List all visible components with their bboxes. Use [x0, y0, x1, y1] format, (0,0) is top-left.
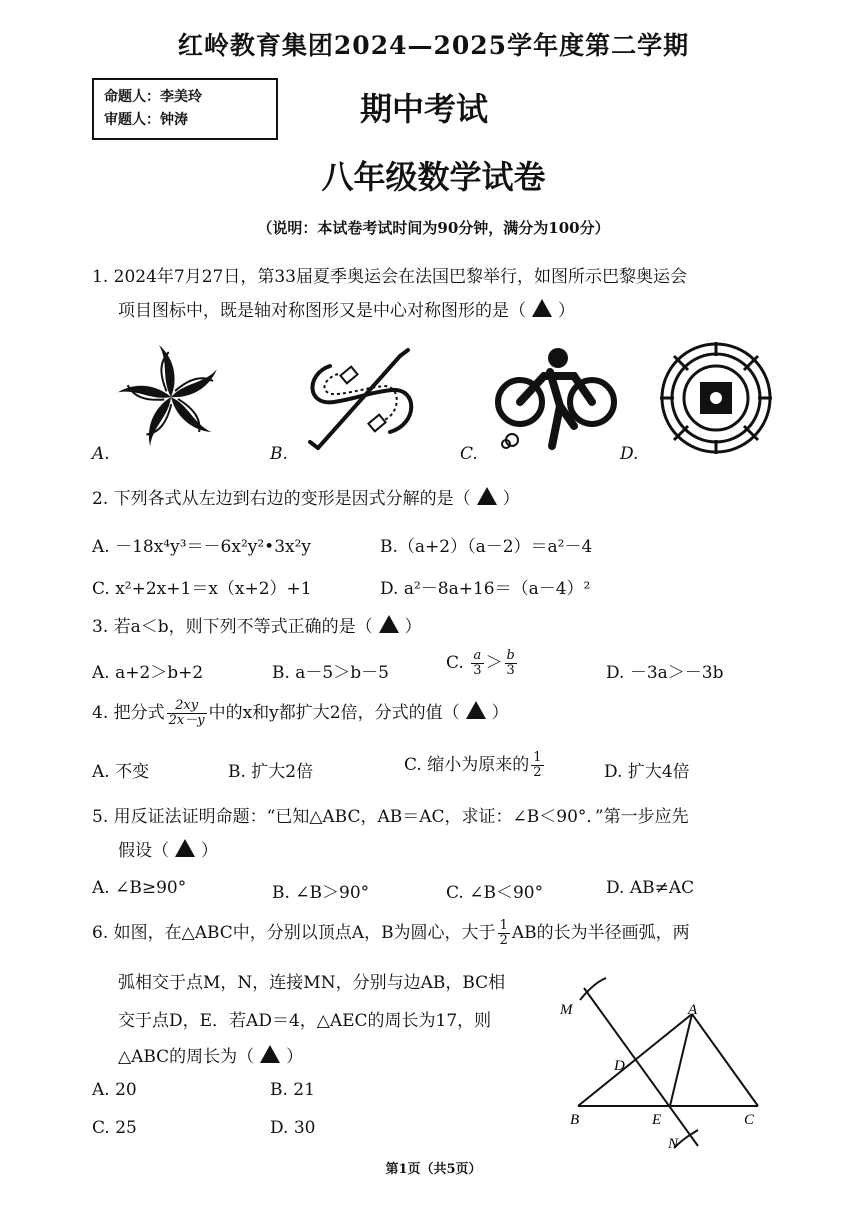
frac-num: 1	[499, 918, 508, 933]
fraction-2xy	[167, 699, 207, 728]
q3-close: ）	[404, 617, 422, 637]
q5-close: ）	[201, 841, 218, 861]
label-n: N	[668, 1136, 679, 1152]
answer-triangle-icon	[379, 615, 399, 633]
q2-close: ）	[502, 489, 520, 509]
q3-option-b: B. a－5＞b－5	[272, 663, 389, 683]
q2-option-a: A. －18x⁴y³＝－6x²y²•3x²y	[92, 537, 312, 557]
q6-line2: 弧相交于点M，N，连接MN，分别与边AB，BC相	[118, 973, 506, 993]
q4-option-a: A. 不变	[92, 762, 150, 782]
q3-c-label: C.	[446, 653, 464, 673]
label-a: A	[688, 1002, 698, 1018]
triangle-figure	[554, 970, 768, 1156]
q1-line2	[118, 296, 575, 321]
frac-den: 3	[473, 663, 482, 678]
q4-close: ）	[491, 703, 509, 723]
label-m: M	[560, 1002, 573, 1018]
q4-option-c	[404, 750, 546, 780]
fraction-b-over-3	[505, 649, 517, 678]
q6-option-b: B. 21	[270, 1080, 315, 1100]
q4-option-d: D. 扩大4倍	[604, 762, 690, 782]
cycling-icon	[494, 346, 618, 454]
q3-option-c	[446, 648, 519, 678]
label-d: D	[614, 1058, 625, 1074]
q2-option-b: B.（a+2）（a－2）＝a²－4	[380, 537, 593, 557]
q5-option-b: B. ∠B＞90°	[272, 883, 370, 903]
page-number: 第1页（共5页）	[385, 1162, 482, 1177]
fraction-half	[531, 751, 543, 780]
q5-line2	[118, 836, 218, 861]
q4-stem	[92, 698, 509, 728]
q6-suffix: AB的长为半径画弧，两	[511, 923, 690, 943]
q6-line1	[92, 918, 690, 948]
q2-option-c: C. x²+2x+1＝x（x+2）+1	[92, 579, 312, 599]
exam-note: （说明：本试卷考试时间为90分钟，满分为100分）	[257, 219, 610, 237]
q4-c-text: C. 缩小为原来的	[404, 755, 530, 775]
answer-triangle-icon	[477, 487, 497, 505]
q6-close: ）	[286, 1047, 304, 1067]
q1-option-a-label: A.	[92, 444, 110, 464]
q3-stem	[92, 612, 422, 637]
q5-option-a: A. ∠B≥90°	[92, 878, 187, 898]
paper-title: 八年级数学试卷	[321, 158, 546, 196]
q1-close: ）	[558, 301, 575, 321]
q1-stem: 项目图标中，既是轴对称图形又是中心对称图形的是（	[118, 301, 526, 321]
q5-line1: 5. 用反证法证明命题：“已知△ABC，AB＝AC，求证：∠B＜90°．”第一步应先	[92, 807, 689, 827]
answer-triangle-icon	[260, 1045, 280, 1063]
line-mn	[584, 988, 698, 1146]
q6-line3: 交于点D，E．若AD＝4，△AEC的周长为17，则	[118, 1011, 492, 1031]
q1-line1: 1. 2024年7月27日，第33届夏季奥运会在法国巴黎举行，如图所示巴黎奥运会	[92, 267, 687, 287]
answer-triangle-icon	[532, 299, 552, 317]
q2-stem	[92, 484, 520, 509]
q3-stem-text: 3. 若a＜b，则下列不等式正确的是（	[92, 617, 373, 637]
fraction-a-over-3	[471, 649, 483, 678]
frac-num: 1	[533, 750, 542, 765]
q5-stem: 假设（	[118, 841, 169, 861]
segment-ac	[692, 1014, 758, 1106]
frac-num: b	[506, 648, 515, 663]
frac-den: 3	[506, 663, 515, 678]
q6-prefix: 6. 如图，在△ABC中，分别以顶点A，B为圆心，大于	[92, 923, 496, 943]
label-c: C	[744, 1112, 755, 1128]
q1-option-c-label: C.	[460, 444, 478, 464]
hockey-icon	[300, 344, 422, 452]
q1-option-b-label: B.	[270, 444, 288, 464]
q6-option-d: D. 30	[270, 1118, 316, 1138]
school-title: 红岭教育集团2024—2025学年度第二学期	[177, 31, 690, 60]
answer-triangle-icon	[466, 701, 486, 719]
q5-option-c: C. ∠B＜90°	[446, 883, 544, 903]
q1-option-d-label: D.	[620, 444, 639, 464]
q4-option-b: B. 扩大2倍	[228, 762, 314, 782]
author-line: 命题人：李美玲	[104, 89, 202, 105]
label-b: B	[570, 1112, 580, 1128]
fraction-half	[498, 919, 510, 948]
segment-ae	[670, 1014, 692, 1106]
q3-c-gt: ＞	[485, 653, 503, 673]
q3-option-a: A. a+2＞b+2	[92, 663, 204, 683]
frac-num: 2xy	[167, 699, 207, 714]
q6-line4	[118, 1042, 303, 1067]
q6-option-a: A. 20	[92, 1080, 137, 1100]
frac-den: 2	[533, 765, 542, 780]
reviewer-line: 审题人：钟涛	[104, 112, 188, 128]
target-icon	[656, 342, 776, 454]
q6-stem: △ABC的周长为（	[118, 1047, 255, 1067]
exam-title: 期中考试	[360, 90, 489, 128]
frac-num: a	[471, 649, 483, 664]
q3-option-d: D. －3a＞－3b	[606, 663, 724, 683]
label-e: E	[652, 1112, 662, 1128]
authors-box	[92, 78, 278, 140]
q4-prefix: 4. 把分式	[92, 703, 165, 723]
q4-suffix: 中的x和y都扩大2倍，分式的值（	[208, 703, 460, 723]
q2-option-d: D. a²－8a+16＝（a－4）²	[380, 579, 591, 599]
answer-triangle-icon	[175, 839, 195, 857]
flower-icon	[118, 342, 224, 452]
q5-option-d: D. AB≠AC	[606, 878, 695, 898]
frac-den: 2	[499, 933, 508, 948]
q6-option-c: C. 25	[92, 1118, 137, 1138]
frac-den: 2x－y	[168, 713, 205, 728]
q2-stem-text: 2. 下列各式从左边到右边的变形是因式分解的是（	[92, 489, 471, 509]
